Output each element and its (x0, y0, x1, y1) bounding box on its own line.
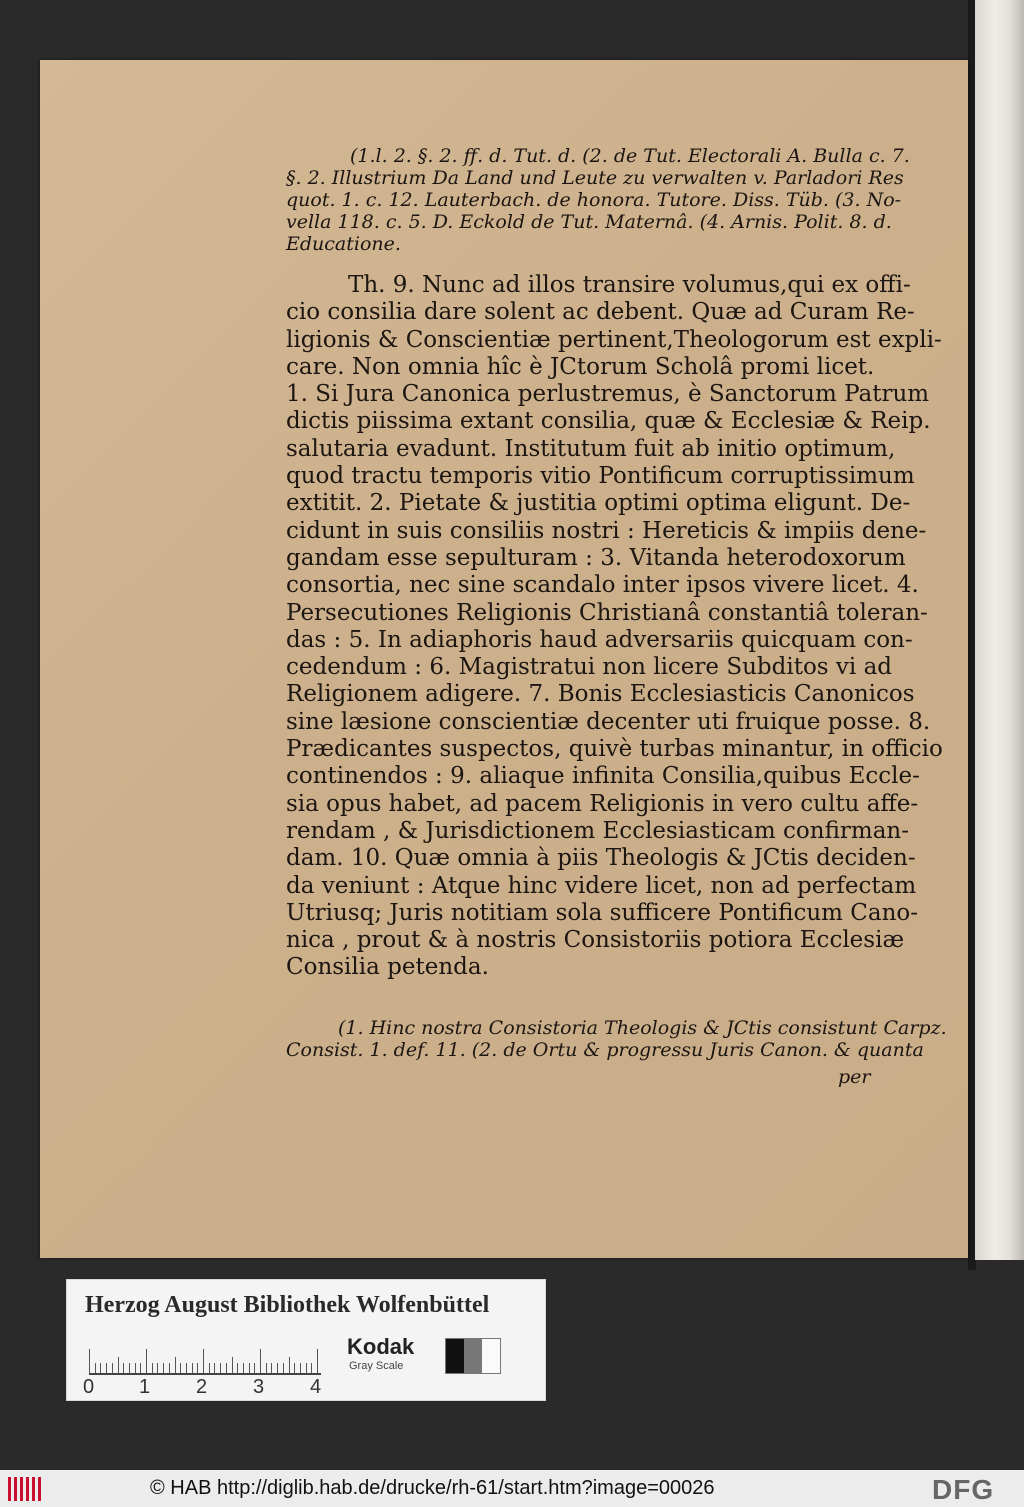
ruler-tick (152, 1363, 153, 1373)
scale-ruler (89, 1346, 321, 1376)
ruler-tick (123, 1363, 124, 1373)
text-line: 1. Si Jura Canonica perlustremus, è Sanctorum Patrum (286, 381, 930, 408)
footnote-line: (1.l. 2. §. 2. ff. d. Tut. d. (2. de Tut. Electorali A. Bulla c. 7. (350, 145, 910, 167)
ruler-tick (254, 1363, 255, 1373)
kodak-brand: Kodak (347, 1334, 415, 1359)
footnote-line: quot. 1. c. 12. Lauterbach. de honora. Tutore. Diss. Tüb. (3. No- (286, 189, 902, 211)
gray-scale-patches (445, 1338, 501, 1374)
ruler-tick (95, 1363, 96, 1373)
ruler-tick (140, 1363, 141, 1373)
catchword: per (838, 1066, 871, 1088)
ruler-tick (192, 1363, 193, 1373)
gray-patch (482, 1339, 500, 1373)
ruler-tick (277, 1363, 278, 1373)
text-line: extitit. 2. Pietate & justitia optimi optima eligunt. De- (286, 490, 911, 517)
footnote-line: Educatione. (286, 233, 401, 255)
ruler-tick (118, 1357, 119, 1373)
book-edge (975, 0, 1024, 1260)
ruler-tick (214, 1363, 215, 1373)
ruler-tick (260, 1349, 261, 1373)
ruler-tick (306, 1363, 307, 1373)
footnote-line: Consist. 1. def. 11. (2. de Ortu & progressu Juris Canon. & quanta (286, 1039, 924, 1061)
ruler-number: 0 (83, 1376, 95, 1398)
text-line: Utriusq; Juris notitiam sola sufficere Pontificum Cano- (286, 899, 919, 926)
ruler-tick (209, 1363, 210, 1373)
ruler-number: 1 (139, 1376, 151, 1398)
ruler-tick (157, 1363, 158, 1373)
ruler-tick (249, 1363, 250, 1373)
ruler-tick (317, 1349, 318, 1373)
ruler-tick (89, 1349, 90, 1373)
footnotes-top (286, 145, 910, 255)
footnote-line: §. 2. Illustrium Da Land und Leute zu verwalten v. Parladori Res (286, 167, 904, 189)
ruler-tick (311, 1363, 312, 1373)
library-scale-card (66, 1279, 546, 1401)
text-line: nica , prout & à nostris Consistoriis potiora Ecclesiæ (286, 927, 905, 954)
ruler-tick (163, 1363, 164, 1373)
ruler-tick (271, 1363, 272, 1373)
text-line: consortia, nec sine scandalo inter ipsos vivere licet. 4. (286, 572, 919, 599)
ruler-tick (180, 1363, 181, 1373)
ruler-tick (112, 1363, 113, 1373)
library-name: Herzog August Bibliothek Wolfenbüttel (85, 1292, 490, 1318)
footnotes-bottom (286, 1017, 947, 1061)
footer-bar (0, 1470, 1024, 1507)
text-line: Consilia petenda. (286, 954, 489, 981)
ruler-tick (100, 1363, 101, 1373)
text-line: rendam , & Jurisdictionem Ecclesiasticam confirman- (286, 817, 910, 844)
text-line: Religionem adigere. 7. Bonis Ecclesiasticis Canonicos (286, 681, 915, 708)
text-line: dictis piissima extant consilia, quæ & Ecclesiæ & Reip. (286, 408, 931, 435)
text-line: care. Non omnia hîc è JCtorum Scholâ promi licet. (286, 353, 875, 380)
ruler-tick (237, 1363, 238, 1373)
footnote-line: (1. Hinc nostra Consistoria Theologis & JCtis consistunt Carpz. (338, 1017, 947, 1039)
text-line: Persecutiones Religionis Christianâ constantiâ toleran- (286, 599, 928, 626)
text-line: ligionis & Conscientiæ pertinent,Theologorum est expli- (286, 326, 942, 353)
ruler-tick (294, 1363, 295, 1373)
main-text (286, 272, 943, 982)
text-line: Prædicantes suspectos, quivè turbas minantur, in officio (286, 736, 943, 763)
ruler-tick (129, 1363, 130, 1373)
ruler-tick (186, 1363, 187, 1373)
gray-patch (446, 1339, 464, 1373)
ruler-tick (226, 1363, 227, 1373)
text-line: cidunt in suis consiliis nostri : Hereticis & impiis dene- (286, 517, 927, 544)
text-line: quod tractu temporis vitio Pontificum corruptissimum (286, 463, 915, 490)
ruler-tick (232, 1357, 233, 1373)
text-line: salutaria evadunt. Institutum fuit ab initio optimum, (286, 435, 896, 462)
ruler-tick (197, 1363, 198, 1373)
ruler-tick (283, 1363, 284, 1373)
hab-barcode-logo-icon (8, 1477, 46, 1501)
text-line: da veniunt : Atque hinc videre licet, non ad perfectam (286, 872, 917, 899)
text-line: cio consilia dare solent ac debent. Quæ ad Curam Re- (286, 299, 915, 326)
ruler-tick (135, 1363, 136, 1373)
copyright-link[interactable]: © HAB http://diglib.hab.de/drucke/rh-61/start.htm?image=00026 (150, 1477, 715, 1499)
text-line: continendos : 9. aliaque infinita Consilia,quibus Eccle- (286, 763, 920, 790)
gray-patch (464, 1339, 482, 1373)
text-line: Th. 9. Nunc ad illos transire volumus,qui ex offi- (348, 272, 911, 298)
ruler-tick (203, 1349, 204, 1373)
dfg-logo: DFG (932, 1474, 995, 1505)
ruler-tick (106, 1363, 107, 1373)
ruler-number: 3 (253, 1376, 265, 1398)
ruler-tick (266, 1363, 267, 1373)
text-line: gandam esse sepulturam : 3. Vitanda heterodoxorum (286, 544, 906, 571)
text-line: das : 5. In adiaphoris haud adversariis quicquam con- (286, 626, 913, 653)
ruler-tick (169, 1363, 170, 1373)
ruler-tick (300, 1363, 301, 1373)
ruler-number: 2 (196, 1376, 208, 1398)
text-line: sine læsione conscientiæ decenter uti fruique posse. 8. (286, 708, 931, 735)
text-line: cedendum : 6. Magistratui non licere Subditos vi ad (286, 654, 893, 681)
ruler-number: 4 (310, 1376, 322, 1398)
ruler-tick (289, 1357, 290, 1373)
footnote-line: vella 118. c. 5. D. Eckold de Tut. Maternâ. (4. Arnis. Polit. 8. d. (286, 211, 892, 233)
ruler-tick (243, 1363, 244, 1373)
kodak-subtitle: Gray Scale (349, 1360, 404, 1372)
ruler-tick (220, 1363, 221, 1373)
ruler-tick (146, 1349, 147, 1373)
text-line: dam. 10. Quæ omnia à piis Theologis & JCtis deciden- (286, 845, 916, 872)
ruler-baseline (89, 1373, 321, 1375)
text-line: sia opus habet, ad pacem Religionis in vero cultu affe- (286, 790, 919, 817)
ruler-tick (175, 1357, 176, 1373)
